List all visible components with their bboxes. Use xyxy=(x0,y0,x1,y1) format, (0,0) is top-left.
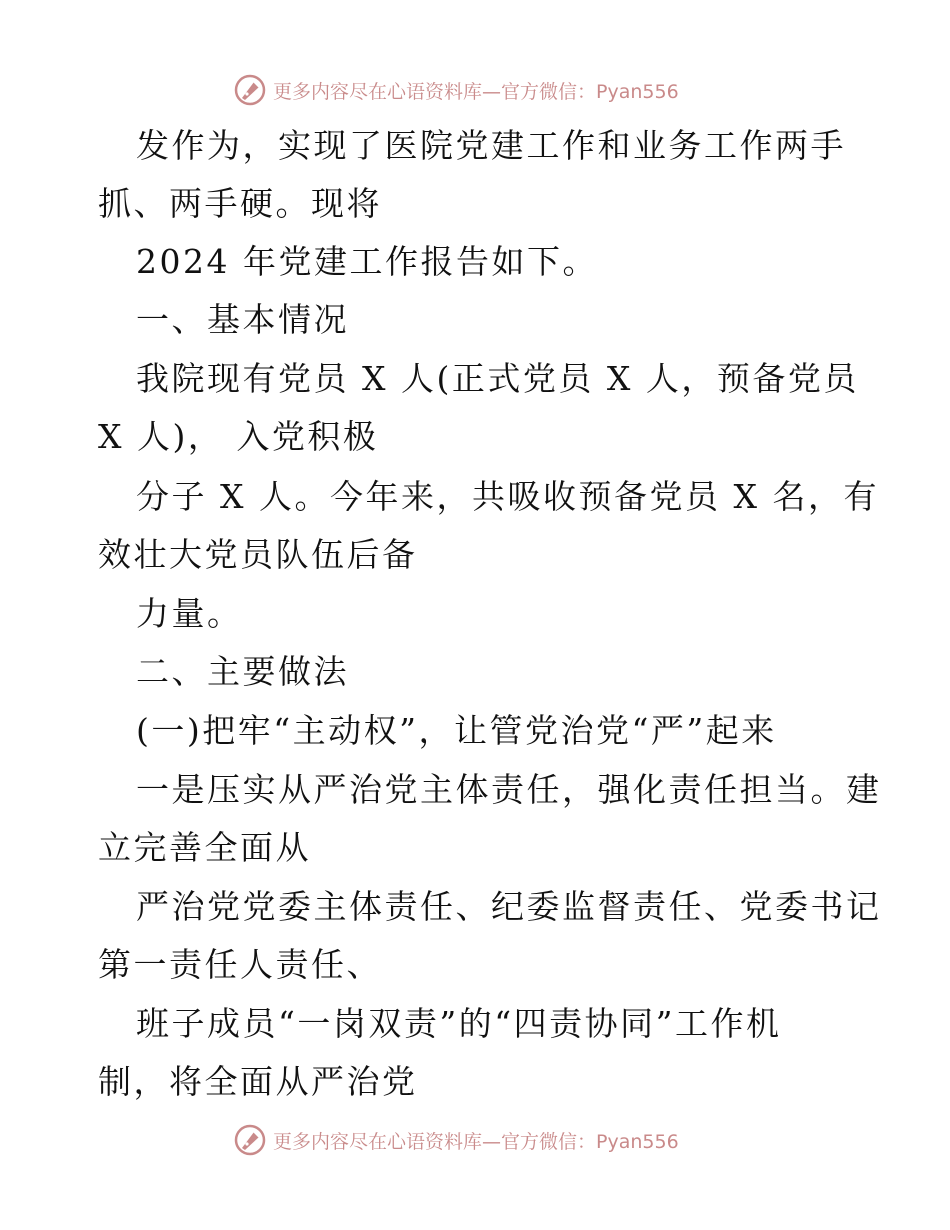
paragraph-line: 2024 年党建工作报告如下。 xyxy=(136,242,598,281)
paragraph-line: 发作为，实现了医院党建工作和业务工作两手 xyxy=(136,126,846,165)
watermark-wechat-id: Pyan556 xyxy=(596,1130,679,1153)
paragraph-line: 力量。 xyxy=(136,594,243,633)
subsection-heading: (一)把牢“主动权”，让管党治党“严”起来 xyxy=(136,711,777,750)
watermark-text: 更多内容尽在心语资料库—官方微信：Pyan556 xyxy=(273,1130,679,1153)
paragraph-line: 第一责任人责任、 xyxy=(98,945,382,984)
paragraph-line: 效壮大党员队伍后备 xyxy=(98,535,418,574)
paragraph-line: 一是压实从严治党主体责任，强化责任担当。建 xyxy=(136,770,882,809)
paragraph-line: X 人)， 入党积极 xyxy=(98,417,379,456)
paragraph-line: 严治党党委主体责任、纪委监督责任、党委书记 xyxy=(136,887,882,926)
section-heading: 二、主要做法 xyxy=(136,652,349,691)
paragraph-line: 立完善全面从 xyxy=(98,828,311,867)
section-heading: 一、基本情况 xyxy=(136,300,349,339)
paragraph-line: 班子成员“一岗双责”的“四责协同”工作机 xyxy=(136,1004,782,1043)
paragraph-line: 制，将全面从严治党 xyxy=(98,1062,418,1101)
pen-nib-logo-icon xyxy=(233,1123,267,1157)
paragraph-line: 我院现有党员 X 人(正式党员 X 人，预备党员 xyxy=(136,359,859,398)
paragraph-line: 分子 X 人。今年来，共吸收预备党员 X 名，有 xyxy=(136,477,879,516)
footer-watermark xyxy=(233,1122,679,1158)
paragraph-line: 抓、两手硬。现将 xyxy=(98,184,382,223)
watermark-text: 更多内容尽在心语资料库—官方微信：Pyan556 xyxy=(273,80,679,103)
watermark-wechat-id: Pyan556 xyxy=(596,80,679,103)
